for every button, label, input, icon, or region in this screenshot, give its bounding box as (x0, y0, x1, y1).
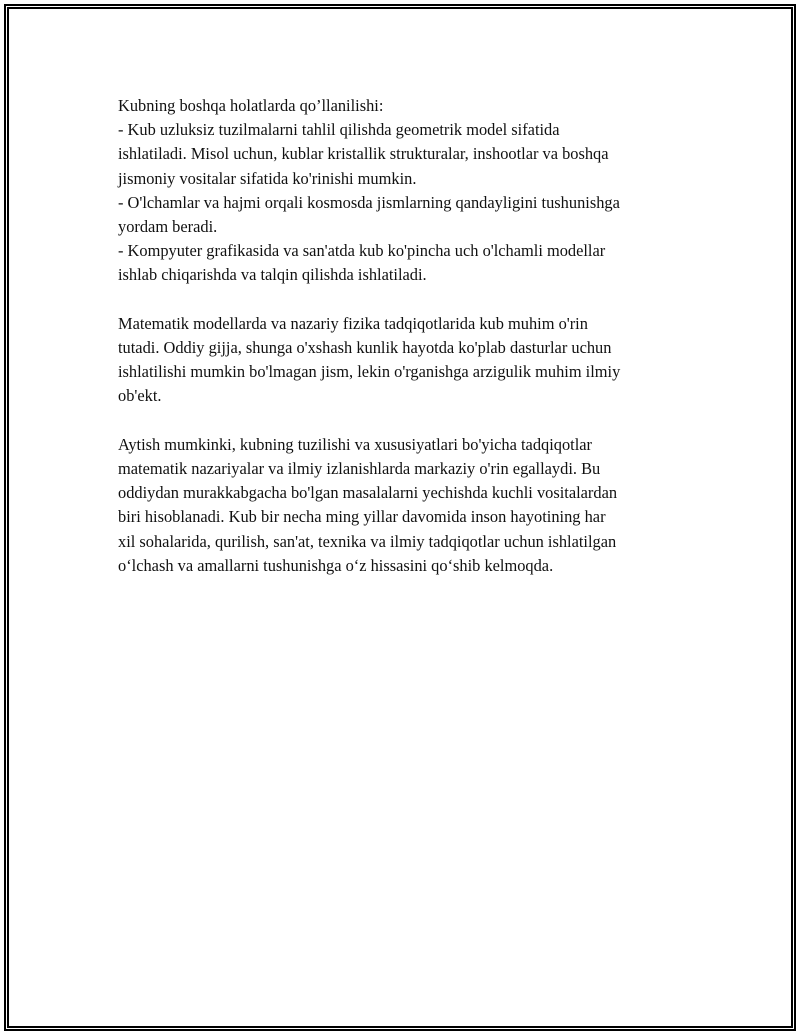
text-line: Aytish mumkinki, kubning tuzilishi va xususiyatlari bo'yicha tadqiqotlar (118, 434, 592, 454)
text-line: - Kub uzluksiz tuzilmalarni tahlil qilishda geometrik model sifatida (118, 120, 560, 140)
text-line: oddiydan murakkabgacha bo'lgan masalalarni yechishda kuchli vositalardan (118, 483, 618, 503)
text-line: biri hisoblanadi. Kub bir necha ming yillar davomida inson hayotining har (118, 507, 606, 527)
text-line: ishlatilishi mumkin bo'lmagan jism, lekin o'rganishga arzigulik muhim ilmiy (118, 362, 621, 382)
text-line: - Kompyuter grafikasida va san'atda kub ko'pincha uch o'lchamli modellar (118, 241, 606, 261)
paragraph-cube-applications (118, 94, 688, 288)
text-line: ob'ekt. (118, 386, 162, 406)
text-line: tutadi. Oddiy gijja, shunga o'xshash kunlik hayotda ko'plab dasturlar uchun (118, 338, 612, 358)
document-body (118, 94, 688, 602)
text-line: - O'lchamlar va hajmi orqali kosmosda jismlarning qandayligini tushunishga (118, 192, 620, 212)
text-line: Matematik modellarda va nazariy fizika tadqiqotlarida kub muhim o'rin (118, 313, 588, 333)
text-line: jismoniy vositalar sifatida ko'rinishi mumkin. (118, 168, 417, 188)
paragraph-math-models (118, 312, 688, 409)
text-line: yordam beradi. (118, 217, 218, 237)
text-line: xil sohalarida, qurilish, san'at, texnika va ilmiy tadqiqotlar uchun ishlatilgan (118, 531, 617, 551)
text-line: ishlab chiqarishda va talqin qilishda ishlatiladi. (118, 265, 427, 285)
text-line: ishlatiladi. Misol uchun, kublar kristallik strukturalar, inshootlar va boshqa (118, 144, 609, 164)
text-line: matematik nazariyalar va ilmiy izlanishlarda markaziy o'rin egallaydi. Bu (118, 459, 601, 479)
paragraph-conclusion (118, 433, 688, 578)
text-line: o‘lchash va amallarni tushunishga o‘z hissasini qo‘shib kelmoqda. (118, 555, 554, 575)
text-line: Kubning boshqa holatlarda qo’llanilishi: (118, 96, 384, 115)
